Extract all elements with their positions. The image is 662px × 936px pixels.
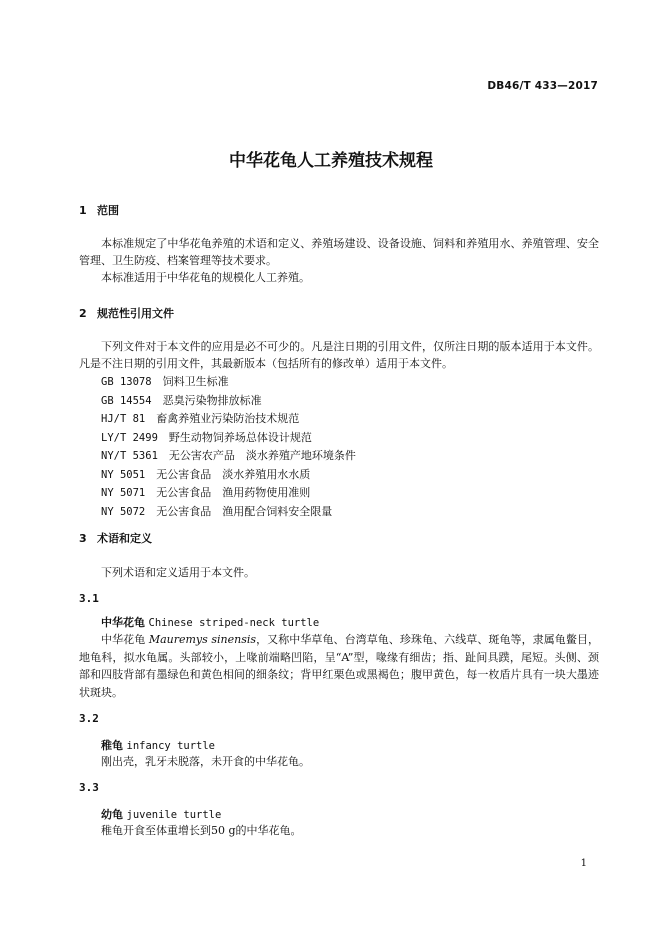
latin-name: Mauremys sinensis	[148, 633, 257, 646]
section-1-heading	[79, 202, 119, 218]
section-2-heading	[79, 305, 174, 321]
term-english: juvenile turtle	[126, 809, 222, 821]
paragraph: 下列文件对于本文件的应用是必不可少的。凡是注日期的引用文件，仅所注日期的版本适用于本文件。凡是不注日期的引用文件，其最新版本（包括所有的修改单）适用于本文件。	[79, 340, 599, 370]
section-title: 术语和定义	[97, 532, 152, 545]
term-chinese: 中华花龟	[101, 616, 145, 629]
term-heading	[101, 806, 221, 822]
term-definition: 中华花龟 Mauremys sinensis，又称中华草龟、台湾草龟、珍珠龟、六线草、斑龟等，隶属龟鳖目，地龟科，拟水龟属。头部较小，上喙前端略凹陷，呈“A”型，喙缘有细齿；指、趾间具蹼，尾短。头侧、颈部和四肢背部有墨绿色和黄色相间的细条纹；背甲红栗色或黑褐色；腹甲黄色，每一枚盾片具有一块大墨迹状斑块。	[79, 633, 600, 699]
paragraph: 下列术语和定义适用于本文件。	[101, 566, 255, 579]
reference-item: NY/T 5361 无公害农产品 淡水养殖产地环境条件	[101, 449, 356, 462]
paragraph: 本标准适用于中华花龟的规模化人工养殖。	[101, 271, 310, 284]
term-english: Chinese striped-neck turtle	[148, 617, 320, 629]
section-title: 规范性引用文件	[97, 307, 174, 320]
term-definition: 刚出壳，乳牙未脱落，未开食的中华花龟。	[101, 755, 310, 768]
page-number: 1	[580, 858, 587, 869]
term-english: infancy turtle	[126, 740, 216, 752]
term-heading	[101, 614, 319, 630]
normative-references-list	[101, 373, 356, 521]
term-heading	[101, 737, 215, 753]
section-1-body	[79, 235, 599, 286]
paragraph: 本标准规定了中华花龟养殖的术语和定义、养殖场建设、设备设施、饲料和养殖用水、养殖管理、安全管理、卫生防疫、档案管理等技术要求。	[79, 237, 599, 267]
term-number: 3.3	[79, 781, 99, 794]
reference-item: NY 5072 无公害食品 渔用配合饲料安全限量	[101, 504, 333, 518]
term-definition: 稚龟开食至体重增长到50 g的中华花龟。	[101, 824, 302, 837]
reference-item: NY 5071 无公害食品 渔用药物使用准则	[101, 486, 311, 499]
document-code: DB46/T 433—2017	[487, 80, 598, 92]
section-title: 范围	[97, 204, 119, 217]
section-number: 1	[79, 204, 87, 217]
section-number: 2	[79, 307, 87, 320]
reference-item: HJ/T 81 畜禽养殖业污染防治技术规范	[101, 412, 300, 425]
term-chinese: 幼龟	[101, 808, 123, 821]
reference-item: LY/T 2499 野生动物饲养场总体设计规范	[101, 430, 312, 444]
reference-item: NY 5051 无公害食品 淡水养殖用水水质	[101, 467, 311, 481]
section-3-intro	[79, 564, 599, 581]
document-title: 中华花龟人工养殖技术规程	[229, 151, 433, 171]
section-3-heading	[79, 530, 152, 546]
term-number: 3.1	[79, 592, 99, 605]
section-number: 3	[79, 532, 87, 545]
reference-item: GB 13078 饲料卫生标准	[101, 375, 229, 388]
reference-item: GB 14554 恶臭污染物排放标准	[101, 393, 262, 407]
section-2-intro	[79, 338, 599, 372]
term-number: 3.2	[79, 712, 99, 725]
term-chinese: 稚龟	[101, 739, 123, 752]
